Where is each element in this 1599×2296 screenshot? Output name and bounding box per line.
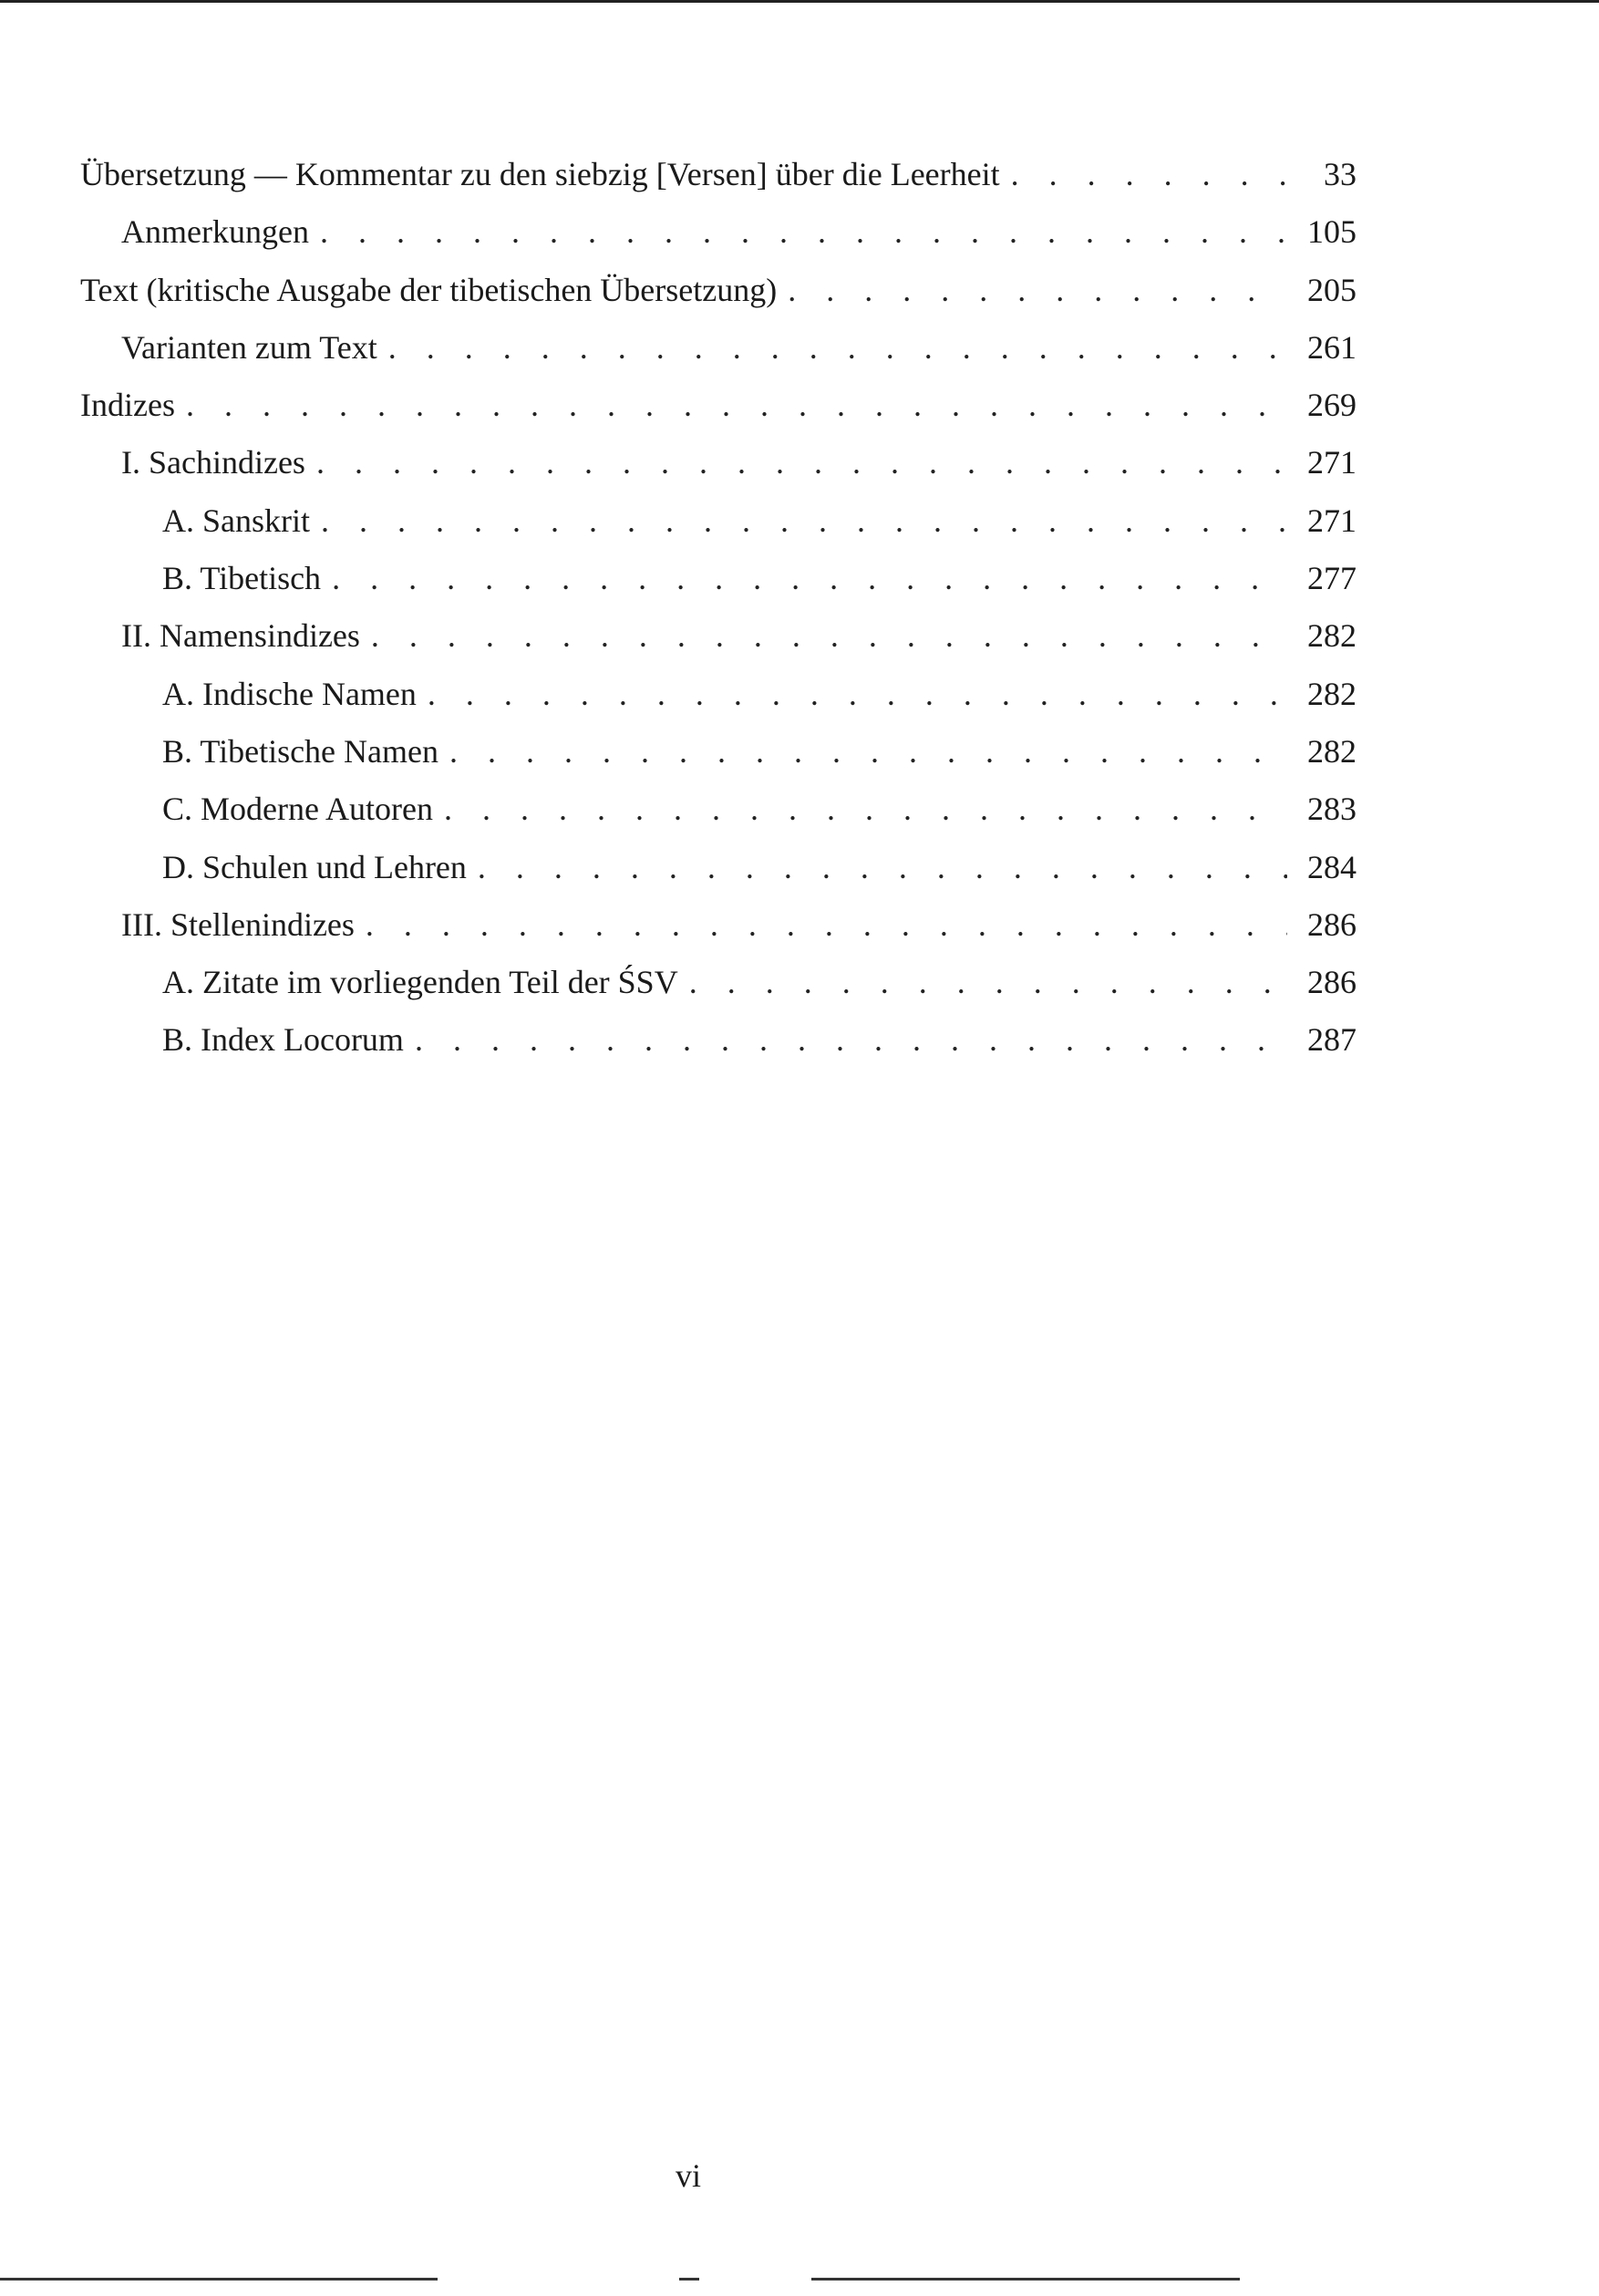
bottom-rule-left	[0, 2278, 438, 2280]
toc-entry-title: Text (kritische Ausgabe der tibetischen Übersetzung)	[80, 271, 778, 308]
toc-dot-leader	[388, 319, 1287, 377]
toc-entry-title: Indizes	[80, 387, 175, 424]
toc-entry-page: 33	[1324, 156, 1357, 192]
toc-entry	[80, 550, 1357, 607]
table-of-contents	[80, 146, 1357, 1070]
toc-entry-page: 271	[1307, 444, 1357, 481]
toc-entry-page: 105	[1307, 213, 1357, 251]
toc-dot-leader	[332, 550, 1287, 607]
toc-dot-leader	[320, 203, 1287, 261]
toc-dot-leader	[449, 723, 1287, 781]
toc-dot-leader	[1011, 146, 1287, 203]
toc-entry-page: 271	[1307, 502, 1357, 539]
toc-entry-page: 277	[1307, 560, 1357, 597]
toc-entry	[80, 319, 1357, 377]
toc-entry-page: 261	[1307, 328, 1357, 366]
toc-entry-title: B. Tibetisch	[162, 560, 322, 597]
toc-entry	[80, 377, 1357, 434]
top-rule	[0, 0, 1599, 3]
toc-entry	[80, 954, 1357, 1011]
bottom-rule-mid	[679, 2278, 699, 2280]
toc-entry-title: D. Schulen und Lehren	[162, 848, 467, 885]
toc-dot-leader	[689, 954, 1287, 1011]
toc-dot-leader	[316, 434, 1287, 491]
toc-entry	[80, 203, 1357, 261]
toc-dot-leader	[366, 896, 1287, 954]
toc-entry	[80, 434, 1357, 491]
toc-entry-title: A. Indische Namen	[162, 675, 417, 712]
toc-entry-page: 205	[1307, 271, 1357, 308]
toc-entry-page: 286	[1307, 905, 1357, 943]
bottom-rule-right	[811, 2278, 1240, 2280]
toc-entry	[80, 146, 1357, 203]
toc-entry-page: 282	[1307, 617, 1357, 655]
toc-dot-leader	[428, 666, 1287, 723]
toc-dot-leader	[478, 839, 1287, 896]
toc-dot-leader	[371, 607, 1287, 665]
toc-entry-title: B. Index Locorum	[162, 1021, 404, 1059]
toc-entry	[80, 781, 1357, 838]
toc-entry	[80, 723, 1357, 781]
toc-entry	[80, 1011, 1357, 1069]
toc-entry-page: 282	[1307, 675, 1357, 712]
toc-entry-title: B. Tibetische Namen	[162, 732, 438, 770]
toc-entry-page: 287	[1307, 1021, 1357, 1059]
toc-entry-page: 269	[1307, 387, 1357, 424]
toc-entry	[80, 492, 1357, 550]
toc-entry-page: 284	[1307, 848, 1357, 885]
toc-entry-title: C. Moderne Autoren	[162, 791, 433, 828]
toc-entry-title: Anmerkungen	[121, 213, 309, 251]
toc-entry-page: 283	[1307, 791, 1357, 828]
toc-entry-title: Varianten zum Text	[121, 328, 377, 366]
toc-entry-page: 282	[1307, 732, 1357, 770]
toc-dot-leader	[415, 1011, 1287, 1069]
toc-entry	[80, 896, 1357, 954]
toc-entry	[80, 666, 1357, 723]
toc-entry-title: II. Namensindizes	[121, 617, 360, 655]
toc-entry-title: III. Stellenindizes	[121, 905, 355, 943]
toc-entry-page: 286	[1307, 964, 1357, 1001]
page-number: vi	[675, 2157, 701, 2194]
toc-dot-leader	[186, 377, 1287, 434]
toc-entry	[80, 839, 1357, 896]
toc-dot-leader	[788, 262, 1287, 319]
toc-entry	[80, 262, 1357, 319]
toc-entry-title: Übersetzung — Kommentar zu den siebzig [Versen] über die Leerheit	[80, 156, 1000, 192]
toc-dot-leader	[321, 492, 1287, 550]
toc-entry-title: A. Sanskrit	[162, 502, 310, 539]
toc-entry-title: A. Zitate im vorliegenden Teil der ŚSV	[162, 964, 678, 1001]
toc-entry	[80, 607, 1357, 665]
toc-entry-title: I. Sachindizes	[121, 444, 305, 481]
toc-dot-leader	[444, 781, 1287, 838]
